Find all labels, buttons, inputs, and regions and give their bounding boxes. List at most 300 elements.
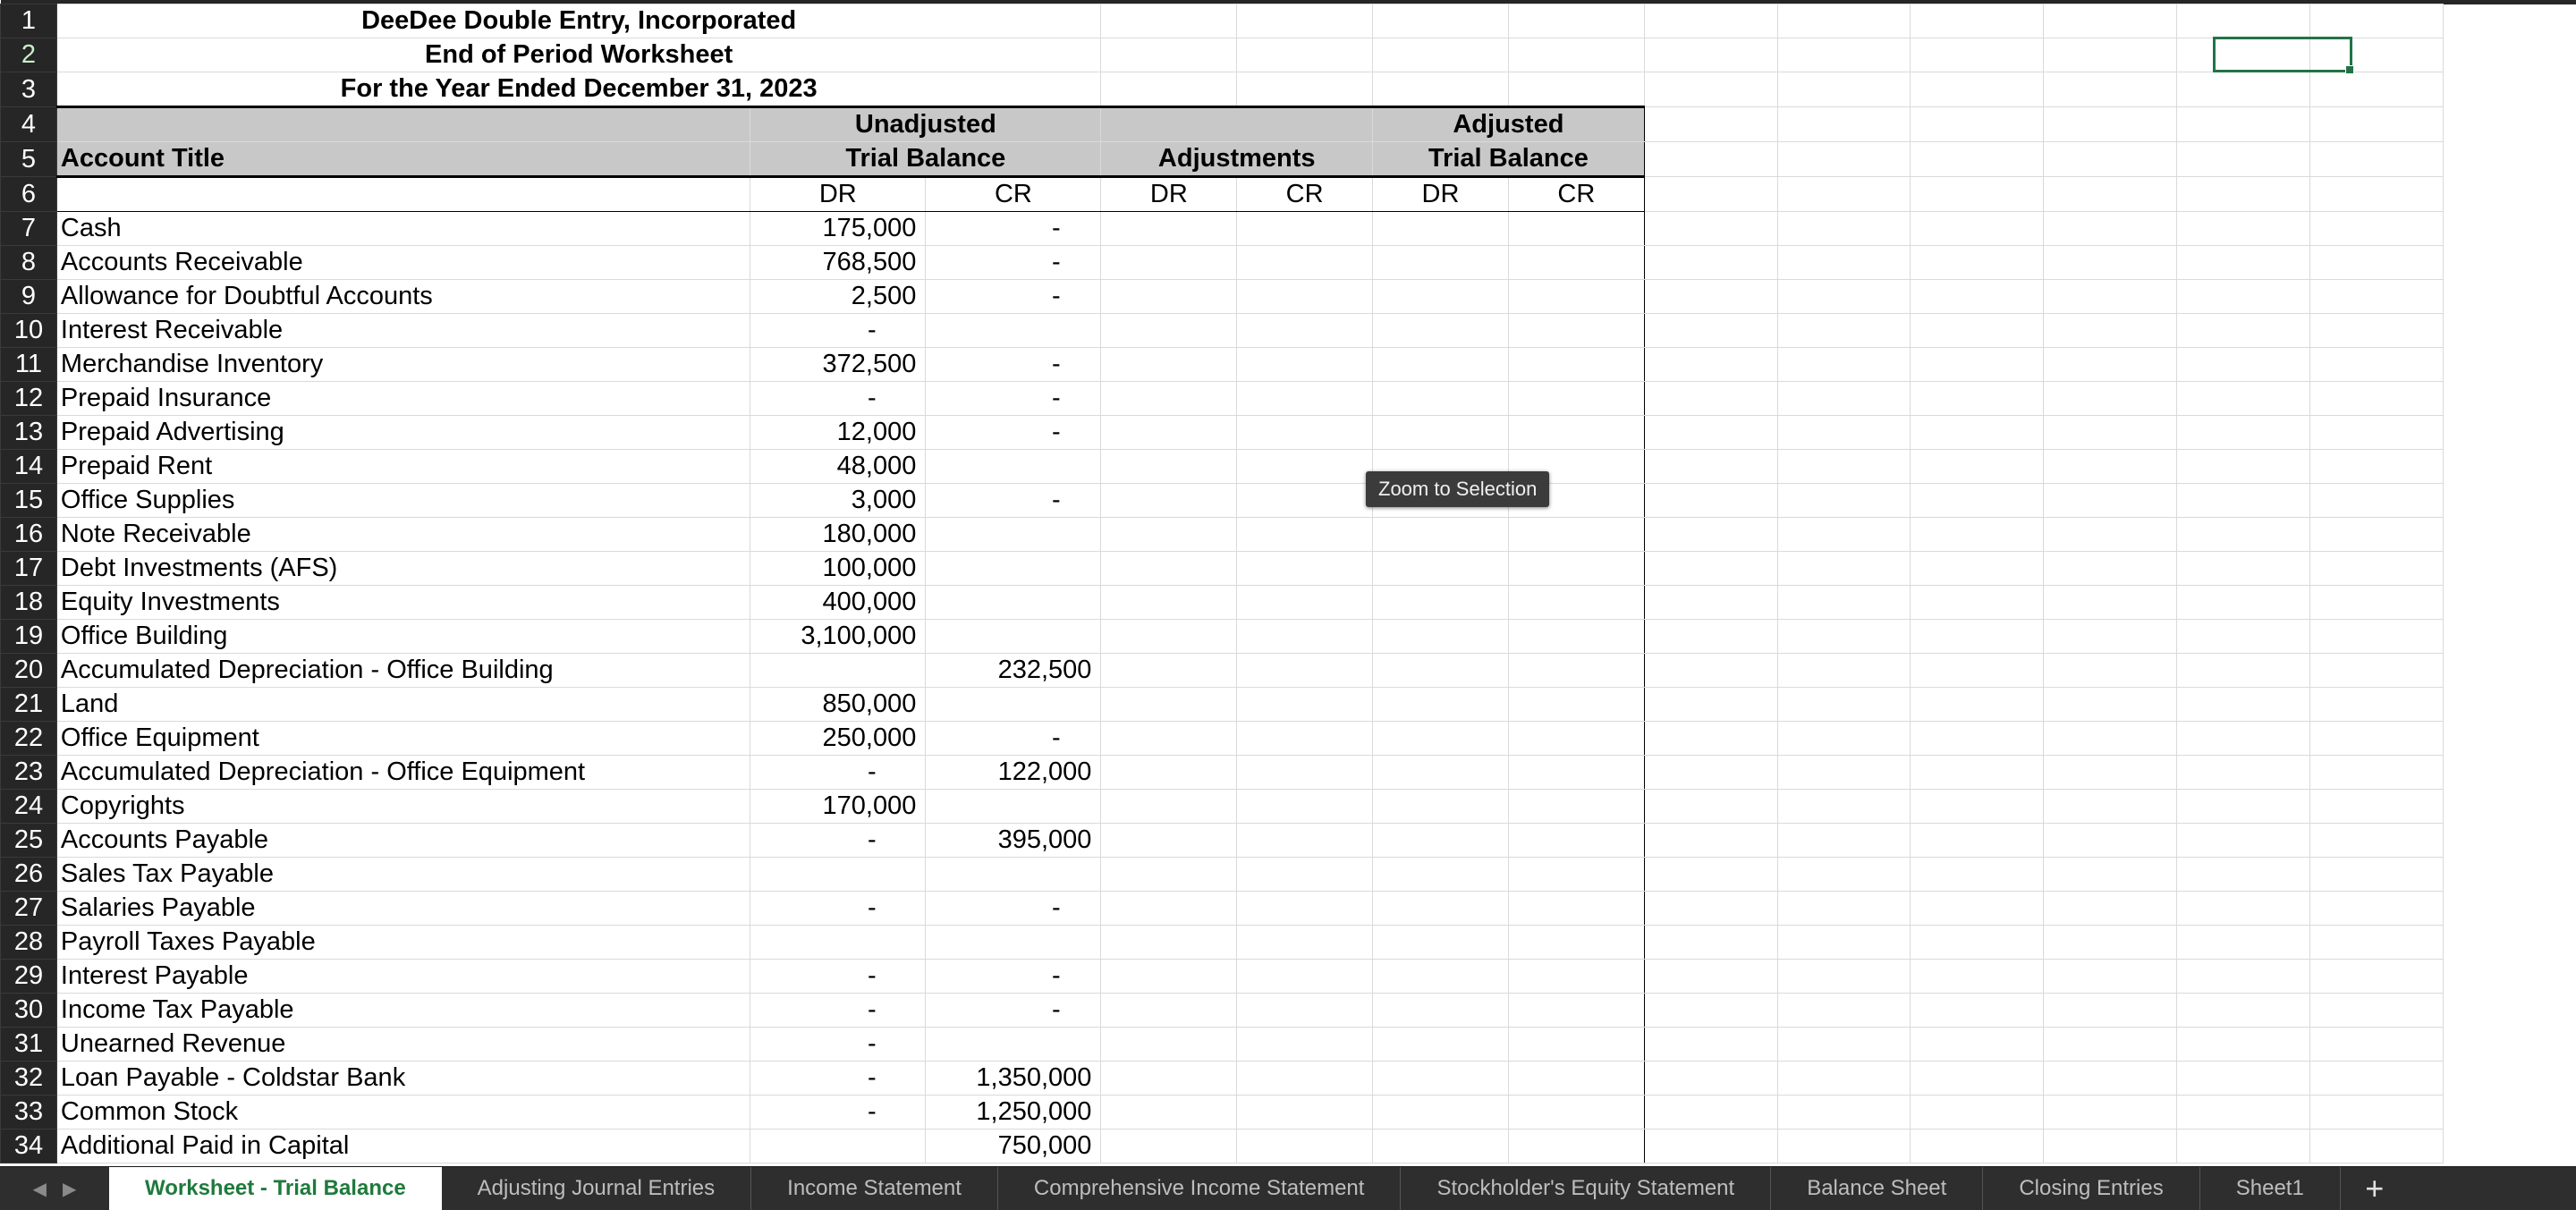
cell[interactable] <box>1777 246 1911 280</box>
adjustments-cr-cell[interactable] <box>1237 824 1373 858</box>
cell[interactable] <box>2044 892 2177 926</box>
unadjusted-dr-cell[interactable]: - <box>750 314 926 348</box>
cell[interactable] <box>2309 518 2443 552</box>
cell[interactable] <box>2044 1062 2177 1096</box>
adjusted-cr-cell[interactable] <box>1508 586 1644 620</box>
account-title-cell[interactable]: Office Supplies <box>56 484 750 518</box>
adjusted-dr-cell[interactable] <box>1373 960 1509 994</box>
cell[interactable] <box>1911 654 2044 688</box>
cell[interactable] <box>1911 484 2044 518</box>
adjusted-dr-cell[interactable] <box>1373 246 1509 280</box>
cell[interactable] <box>1911 107 2044 142</box>
unadjusted-cr-cell[interactable] <box>926 688 1101 722</box>
cell[interactable] <box>1644 1096 1777 1130</box>
unadjusted-dr-cell[interactable]: - <box>750 960 926 994</box>
unadjusted-cr-cell[interactable]: - <box>926 484 1101 518</box>
adjusted-cr-cell[interactable] <box>1508 518 1644 552</box>
cell[interactable] <box>2309 4 2443 38</box>
adjusted-dr-cell[interactable] <box>1373 688 1509 722</box>
adjusted-cr-cell[interactable] <box>1508 824 1644 858</box>
cell[interactable] <box>1911 177 2044 212</box>
tab-comprehensive-income-statement[interactable]: Comprehensive Income Statement <box>998 1167 1402 1210</box>
row-header[interactable]: 32 <box>1 1062 57 1096</box>
cell[interactable] <box>2177 824 2310 858</box>
cell[interactable] <box>1644 280 1777 314</box>
cell[interactable] <box>2044 552 2177 586</box>
cell[interactable] <box>1777 107 1911 142</box>
row-header[interactable]: 22 <box>1 722 57 756</box>
unadjusted-cr-cell[interactable]: 1,250,000 <box>926 1096 1101 1130</box>
tab-balance-sheet[interactable]: Balance Sheet <box>1771 1167 1983 1210</box>
adjusted-dr-cell[interactable] <box>1373 926 1509 960</box>
cell[interactable] <box>1911 212 2044 246</box>
cell[interactable] <box>1644 586 1777 620</box>
cell[interactable] <box>2177 4 2310 38</box>
adjustments-cr-cell[interactable] <box>1237 484 1373 518</box>
account-title-cell[interactable]: Interest Receivable <box>56 314 750 348</box>
cell[interactable] <box>2044 654 2177 688</box>
unadjusted-dr-cell[interactable]: 48,000 <box>750 450 926 484</box>
cell[interactable] <box>2177 246 2310 280</box>
adjusted-dr-cell[interactable] <box>1373 1130 1509 1163</box>
add-sheet-icon[interactable]: + <box>2341 1167 2409 1210</box>
adjusted-cr-cell[interactable] <box>1508 314 1644 348</box>
row-header[interactable]: 5 <box>1 142 57 177</box>
row-header[interactable]: 2 <box>1 38 57 72</box>
cell[interactable] <box>1373 72 1509 107</box>
adjusted-cr-cell[interactable] <box>1508 416 1644 450</box>
cell[interactable] <box>2177 1062 2310 1096</box>
company-name[interactable]: DeeDee Double Entry, Incorporated <box>56 4 1101 38</box>
cell[interactable] <box>1644 620 1777 654</box>
unadjusted-dr-cell[interactable]: 170,000 <box>750 790 926 824</box>
cell[interactable] <box>1911 348 2044 382</box>
adjustments-dr-cell[interactable] <box>1101 892 1237 926</box>
adjusted-cr-cell[interactable] <box>1508 1130 1644 1163</box>
scroll-right-icon[interactable]: ▶ <box>63 1178 76 1200</box>
period-title[interactable]: For the Year Ended December 31, 2023 <box>56 72 1101 107</box>
dr-header[interactable]: DR <box>750 177 926 212</box>
cr-header[interactable]: CR <box>926 177 1101 212</box>
cell[interactable] <box>1101 72 1237 107</box>
cell[interactable] <box>2044 212 2177 246</box>
unadjusted-cr-cell[interactable] <box>926 858 1101 892</box>
cell[interactable] <box>1644 38 1777 72</box>
account-title-cell[interactable]: Note Receivable <box>56 518 750 552</box>
cell[interactable] <box>1508 4 1644 38</box>
cell[interactable] <box>2309 1028 2443 1062</box>
cell[interactable] <box>1644 722 1777 756</box>
dr-header[interactable]: DR <box>1101 177 1237 212</box>
row-header[interactable]: 31 <box>1 1028 57 1062</box>
account-title-cell[interactable]: Accounts Receivable <box>56 246 750 280</box>
cell[interactable] <box>1777 994 1911 1028</box>
adjusted-cr-cell[interactable] <box>1508 926 1644 960</box>
adjustments-cr-cell[interactable] <box>1237 654 1373 688</box>
adjusted-cr-cell[interactable] <box>1508 212 1644 246</box>
cell[interactable] <box>1911 280 2044 314</box>
cell[interactable] <box>2177 1096 2310 1130</box>
adjusted-dr-cell[interactable] <box>1373 552 1509 586</box>
unadjusted-dr-cell[interactable]: - <box>750 1028 926 1062</box>
adjusted-dr-cell[interactable] <box>1373 280 1509 314</box>
adjustments-cr-cell[interactable] <box>1237 280 1373 314</box>
cell[interactable] <box>1644 926 1777 960</box>
adjusted-header-line1[interactable]: Adjusted <box>1373 107 1645 142</box>
account-title-cell[interactable]: Common Stock <box>56 1096 750 1130</box>
cell[interactable] <box>1777 212 1911 246</box>
unadjusted-dr-cell[interactable]: 12,000 <box>750 416 926 450</box>
cell[interactable] <box>2309 620 2443 654</box>
adjustments-dr-cell[interactable] <box>1101 382 1237 416</box>
cell[interactable] <box>1644 416 1777 450</box>
account-title-cell[interactable]: Interest Payable <box>56 960 750 994</box>
cell[interactable] <box>1101 4 1237 38</box>
account-title-cell[interactable]: Debt Investments (AFS) <box>56 552 750 586</box>
cell[interactable] <box>1777 72 1911 107</box>
cell[interactable] <box>2309 1096 2443 1130</box>
adjusted-cr-cell[interactable] <box>1508 552 1644 586</box>
adjustments-cr-cell[interactable] <box>1237 1028 1373 1062</box>
row-header[interactable]: 1 <box>1 4 57 38</box>
cell[interactable] <box>2177 280 2310 314</box>
cell[interactable] <box>2044 790 2177 824</box>
cell[interactable] <box>2044 756 2177 790</box>
adjustments-dr-cell[interactable] <box>1101 1028 1237 1062</box>
account-title-cell[interactable]: Salaries Payable <box>56 892 750 926</box>
cell[interactable] <box>2044 960 2177 994</box>
unadjusted-dr-cell[interactable]: 3,000 <box>750 484 926 518</box>
cell[interactable] <box>2177 382 2310 416</box>
cell[interactable] <box>2177 552 2310 586</box>
adjustments-cr-cell[interactable] <box>1237 960 1373 994</box>
cell[interactable] <box>2177 756 2310 790</box>
adjustments-dr-cell[interactable] <box>1101 994 1237 1028</box>
row-header[interactable]: 34 <box>1 1130 57 1163</box>
cell[interactable] <box>2309 994 2443 1028</box>
cell[interactable] <box>1911 382 2044 416</box>
cell[interactable] <box>1644 892 1777 926</box>
adjustments-dr-cell[interactable] <box>1101 212 1237 246</box>
row-header[interactable]: 13 <box>1 416 57 450</box>
cell[interactable] <box>1644 107 1777 142</box>
cell[interactable] <box>2309 314 2443 348</box>
cell[interactable] <box>2044 586 2177 620</box>
cell[interactable] <box>2309 722 2443 756</box>
cell[interactable] <box>2177 1028 2310 1062</box>
cell[interactable] <box>2309 177 2443 212</box>
adjustments-dr-cell[interactable] <box>1101 1096 1237 1130</box>
cell[interactable] <box>1777 960 1911 994</box>
cell[interactable] <box>1911 38 2044 72</box>
cell[interactable] <box>1911 960 2044 994</box>
cell[interactable] <box>2177 1130 2310 1163</box>
cell[interactable] <box>1644 1028 1777 1062</box>
cell[interactable] <box>2177 688 2310 722</box>
cell[interactable] <box>2309 348 2443 382</box>
cell[interactable] <box>2044 246 2177 280</box>
adjustments-cr-cell[interactable] <box>1237 790 1373 824</box>
cell[interactable] <box>2044 1130 2177 1163</box>
unadjusted-dr-cell[interactable]: 250,000 <box>750 722 926 756</box>
adjusted-cr-cell[interactable] <box>1508 960 1644 994</box>
adjustments-dr-cell[interactable] <box>1101 314 1237 348</box>
cell[interactable] <box>2044 450 2177 484</box>
row-header[interactable]: 8 <box>1 246 57 280</box>
cell[interactable] <box>1911 450 2044 484</box>
cell[interactable] <box>1777 142 1911 177</box>
account-title-cell[interactable]: Office Building <box>56 620 750 654</box>
cell[interactable] <box>2309 960 2443 994</box>
cell[interactable] <box>1644 688 1777 722</box>
adjusted-dr-cell[interactable] <box>1373 892 1509 926</box>
cell[interactable] <box>1644 1062 1777 1096</box>
unadjusted-dr-cell[interactable]: - <box>750 994 926 1028</box>
cell[interactable] <box>2044 382 2177 416</box>
account-title-cell[interactable]: Prepaid Rent <box>56 450 750 484</box>
adjustments-dr-cell[interactable] <box>1101 790 1237 824</box>
cell[interactable] <box>1777 348 1911 382</box>
unadjusted-cr-cell[interactable]: 750,000 <box>926 1130 1101 1163</box>
adjustments-dr-cell[interactable] <box>1101 450 1237 484</box>
unadjusted-cr-cell[interactable] <box>926 450 1101 484</box>
cell[interactable] <box>1777 552 1911 586</box>
adjusted-cr-cell[interactable] <box>1508 1096 1644 1130</box>
adjustments-dr-cell[interactable] <box>1101 824 1237 858</box>
adjustments-cr-cell[interactable] <box>1237 518 1373 552</box>
cell[interactable] <box>2177 38 2310 72</box>
adjustments-header[interactable]: Adjustments <box>1101 142 1373 177</box>
cell[interactable] <box>2177 416 2310 450</box>
unadjusted-cr-cell[interactable] <box>926 586 1101 620</box>
adjustments-cr-cell[interactable] <box>1237 722 1373 756</box>
adjusted-dr-cell[interactable] <box>1373 586 1509 620</box>
adjusted-header-line2[interactable]: Trial Balance <box>1373 142 1645 177</box>
unadjusted-dr-cell[interactable]: - <box>750 824 926 858</box>
cell[interactable] <box>2177 586 2310 620</box>
cell[interactable] <box>1237 4 1373 38</box>
cell[interactable] <box>2309 790 2443 824</box>
account-title-cell[interactable]: Sales Tax Payable <box>56 858 750 892</box>
cell[interactable] <box>1644 552 1777 586</box>
cell[interactable] <box>2044 314 2177 348</box>
tab-adjusting-journal-entries[interactable]: Adjusting Journal Entries <box>442 1167 751 1210</box>
cell[interactable] <box>1777 38 1911 72</box>
unadjusted-dr-cell[interactable]: 2,500 <box>750 280 926 314</box>
cell[interactable] <box>2177 654 2310 688</box>
adjustments-cr-cell[interactable] <box>1237 756 1373 790</box>
cell[interactable] <box>2309 484 2443 518</box>
cell[interactable] <box>1644 4 1777 38</box>
cell[interactable] <box>2309 212 2443 246</box>
adjusted-dr-cell[interactable] <box>1373 858 1509 892</box>
cell[interactable] <box>2044 1028 2177 1062</box>
unadjusted-cr-cell[interactable] <box>926 790 1101 824</box>
cell[interactable] <box>2309 756 2443 790</box>
cell[interactable] <box>2177 450 2310 484</box>
cell[interactable] <box>1777 1028 1911 1062</box>
account-title-header[interactable]: Account Title <box>56 142 750 177</box>
adjustments-cr-cell[interactable] <box>1237 620 1373 654</box>
cell[interactable] <box>2044 926 2177 960</box>
cell[interactable] <box>1644 654 1777 688</box>
unadjusted-cr-cell[interactable]: - <box>926 348 1101 382</box>
cell[interactable] <box>1644 960 1777 994</box>
cell[interactable] <box>2177 518 2310 552</box>
cell[interactable] <box>2309 858 2443 892</box>
cell[interactable] <box>2044 4 2177 38</box>
cell[interactable] <box>2309 586 2443 620</box>
row-header[interactable]: 23 <box>1 756 57 790</box>
adjusted-dr-cell[interactable] <box>1373 994 1509 1028</box>
cell[interactable] <box>2177 790 2310 824</box>
unadjusted-header-line2[interactable]: Trial Balance <box>750 142 1101 177</box>
cell[interactable] <box>2309 72 2443 107</box>
adjustments-dr-cell[interactable] <box>1101 654 1237 688</box>
adjusted-dr-cell[interactable] <box>1373 382 1509 416</box>
row-header[interactable]: 24 <box>1 790 57 824</box>
account-title-cell[interactable]: Prepaid Insurance <box>56 382 750 416</box>
cell[interactable] <box>2177 314 2310 348</box>
account-title-cell[interactable]: Copyrights <box>56 790 750 824</box>
row-header[interactable]: 6 <box>1 177 57 212</box>
adjusted-dr-cell[interactable] <box>1373 416 1509 450</box>
adjustments-dr-cell[interactable] <box>1101 756 1237 790</box>
adjustments-dr-cell[interactable] <box>1101 858 1237 892</box>
adjusted-cr-cell[interactable] <box>1508 722 1644 756</box>
adjustments-cr-cell[interactable] <box>1237 994 1373 1028</box>
adjusted-cr-cell[interactable] <box>1508 790 1644 824</box>
unadjusted-cr-cell[interactable]: - <box>926 960 1101 994</box>
unadjusted-dr-cell[interactable]: 768,500 <box>750 246 926 280</box>
cell[interactable] <box>1911 790 2044 824</box>
scroll-left-icon[interactable]: ◀ <box>33 1178 47 1200</box>
adjustments-cr-cell[interactable] <box>1237 246 1373 280</box>
adjusted-cr-cell[interactable] <box>1508 620 1644 654</box>
cell[interactable] <box>2309 926 2443 960</box>
row-header[interactable]: 16 <box>1 518 57 552</box>
adjusted-dr-cell[interactable] <box>1373 212 1509 246</box>
cell[interactable] <box>1777 518 1911 552</box>
cell[interactable] <box>1644 756 1777 790</box>
adjustments-cr-cell[interactable] <box>1237 688 1373 722</box>
cell[interactable] <box>2044 38 2177 72</box>
account-title-cell[interactable]: Payroll Taxes Payable <box>56 926 750 960</box>
cell[interactable] <box>2044 722 2177 756</box>
unadjusted-dr-cell[interactable] <box>750 858 926 892</box>
unadjusted-dr-cell[interactable]: - <box>750 382 926 416</box>
cell[interactable] <box>2177 72 2310 107</box>
row-header[interactable]: 7 <box>1 212 57 246</box>
cell[interactable] <box>1777 756 1911 790</box>
cell[interactable] <box>1508 72 1644 107</box>
unadjusted-dr-cell[interactable]: - <box>750 1096 926 1130</box>
unadjusted-dr-cell[interactable]: 3,100,000 <box>750 620 926 654</box>
cell[interactable] <box>1644 994 1777 1028</box>
adjustments-cr-cell[interactable] <box>1237 212 1373 246</box>
cell[interactable] <box>1644 142 1777 177</box>
cell[interactable] <box>1644 1130 1777 1163</box>
account-title-cell[interactable]: Merchandise Inventory <box>56 348 750 382</box>
cell[interactable] <box>1777 892 1911 926</box>
row-header[interactable]: 21 <box>1 688 57 722</box>
cell[interactable] <box>1644 824 1777 858</box>
cell[interactable] <box>2044 688 2177 722</box>
adjusted-dr-cell[interactable] <box>1373 1062 1509 1096</box>
unadjusted-dr-cell[interactable]: 175,000 <box>750 212 926 246</box>
unadjusted-dr-cell[interactable]: 850,000 <box>750 688 926 722</box>
cell[interactable] <box>1644 790 1777 824</box>
adjustments-cr-cell[interactable] <box>1237 314 1373 348</box>
cell[interactable] <box>1237 72 1373 107</box>
cell[interactable] <box>1777 314 1911 348</box>
adjustments-cr-cell[interactable] <box>1237 926 1373 960</box>
cell[interactable] <box>1777 1130 1911 1163</box>
cell[interactable] <box>1911 1062 2044 1096</box>
cell[interactable] <box>2309 1130 2443 1163</box>
cell[interactable] <box>1777 4 1911 38</box>
adjusted-dr-cell[interactable] <box>1373 1096 1509 1130</box>
cell[interactable] <box>1777 484 1911 518</box>
account-title-cell[interactable]: Land <box>56 688 750 722</box>
adjusted-dr-cell[interactable] <box>1373 790 1509 824</box>
unadjusted-cr-cell[interactable]: - <box>926 994 1101 1028</box>
cell[interactable] <box>2044 518 2177 552</box>
account-title-cell[interactable]: Cash <box>56 212 750 246</box>
adjusted-cr-cell[interactable] <box>1508 280 1644 314</box>
adjusted-cr-cell[interactable] <box>1508 1062 1644 1096</box>
cell[interactable] <box>1777 1096 1911 1130</box>
unadjusted-cr-cell[interactable]: 232,500 <box>926 654 1101 688</box>
cell[interactable] <box>1911 314 2044 348</box>
cell[interactable] <box>1508 38 1644 72</box>
cell[interactable] <box>2177 858 2310 892</box>
adjustments-dr-cell[interactable] <box>1101 280 1237 314</box>
adjustments-dr-cell[interactable] <box>1101 416 1237 450</box>
cell[interactable] <box>2044 348 2177 382</box>
row-header[interactable]: 9 <box>1 280 57 314</box>
cell[interactable] <box>1911 72 2044 107</box>
row-header[interactable]: 27 <box>1 892 57 926</box>
cell[interactable] <box>2044 824 2177 858</box>
cell[interactable] <box>2309 1062 2443 1096</box>
cell[interactable] <box>1777 722 1911 756</box>
unadjusted-cr-cell[interactable]: - <box>926 382 1101 416</box>
adjustments-dr-cell[interactable] <box>1101 1130 1237 1163</box>
account-title-cell[interactable]: Additional Paid in Capital <box>56 1130 750 1163</box>
unadjusted-cr-cell[interactable]: - <box>926 246 1101 280</box>
cell[interactable] <box>1911 586 2044 620</box>
header-cell[interactable] <box>1101 107 1373 142</box>
cr-header[interactable]: CR <box>1237 177 1373 212</box>
cell[interactable] <box>2044 107 2177 142</box>
adjusted-dr-cell[interactable] <box>1373 722 1509 756</box>
unadjusted-dr-cell[interactable]: - <box>750 892 926 926</box>
cell[interactable] <box>1644 177 1777 212</box>
adjustments-cr-cell[interactable] <box>1237 858 1373 892</box>
cell[interactable] <box>1777 824 1911 858</box>
cell[interactable] <box>2044 620 2177 654</box>
account-title-cell[interactable]: Office Equipment <box>56 722 750 756</box>
adjustments-dr-cell[interactable] <box>1101 960 1237 994</box>
cell[interactable] <box>2309 552 2443 586</box>
cell[interactable] <box>2177 960 2310 994</box>
cell[interactable] <box>1644 212 1777 246</box>
unadjusted-dr-cell[interactable]: 180,000 <box>750 518 926 552</box>
unadjusted-dr-cell[interactable] <box>750 1130 926 1163</box>
account-title-cell[interactable]: Income Tax Payable <box>56 994 750 1028</box>
account-title-cell[interactable]: Allowance for Doubtful Accounts <box>56 280 750 314</box>
